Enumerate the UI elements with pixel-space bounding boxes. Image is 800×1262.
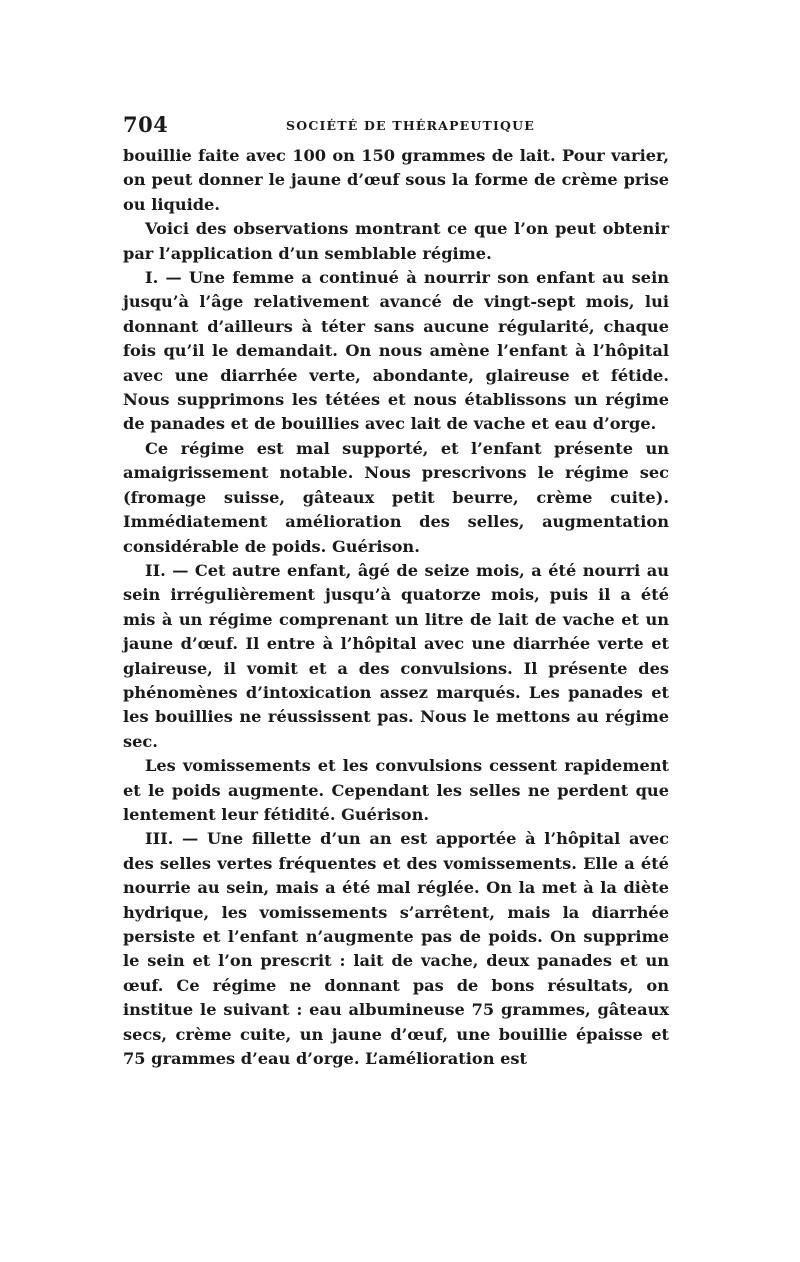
paragraph-observation-1: I. — Une femme a continué à nourrir son enfant au sein jusqu’à l’âge relativement avancé de vingt-sept mois, lui donnant d’ailleurs à téter sans aucune régularité, chaque fois qu’il le demandait. On nous amène l’enfant à l’hôpital avec une diarrhée verte, abondante, glaireuse et fétide. Nous supprimons les tétées et nous établissons un régime de panades et de bouillies avec lait de vache et eau d’orge. [123, 268, 669, 434]
paragraph-observation-1-result: Ce régime est mal supporté, et l’enfant présente un amaigrissement notable. Nous prescrivons le régime sec (fromage suisse, gâteaux petit beurre, crème cuite). Immédiatement amélioration des selles, augmentation considérable de poids. Guérison. [123, 438, 669, 556]
body-text [123, 144, 669, 1071]
page [123, 112, 669, 1071]
page-number: 704 [123, 112, 169, 137]
paragraph-intro-observations: Voici des observations montrant ce que l’on peut obtenir par l’application d’un semblable régime. [123, 219, 669, 263]
paragraph-continuation: bouillie faite avec 100 on 150 grammes de lait. Pour varier, on peut donner le jaune d’œuf sous la forme de crème prise ou liquide. [123, 146, 669, 214]
paragraph-observation-2: II. — Cet autre enfant, âgé de seize mois, a été nourri au sein irrégulièrement jusqu’à quatorze mois, puis il a été mis à un régime comprenant un litre de lait de vache et un jaune d’œuf. Il entre à l’hôpital avec une diarrhée verte et glaireuse, il vomit et a des convulsions. Il présente des phénomènes d’intoxication assez marqués. Les panades et les bouillies ne réussissent pas. Nous le mettons au régime sec. [123, 560, 669, 751]
running-head [123, 112, 669, 138]
paragraph-observation-3: III. — Une fillette d’un an est apportée à l’hôpital avec des selles vertes fréquentes et des vomissements. Elle a été nourrie au sein, mais a été mal réglée. On la met à la diète hydrique, les vomissements s’arrêtent, mais la diarrhée persiste et l’enfant n’augmente pas de poids. On supprime le sein et l’on prescrit : lait de vache, deux panades et un œuf. Ce régime ne donnant pas de bons résultats, on institue le suivant : eau albumineuse 75 grammes, gâteaux secs, crème cuite, un jaune d’œuf, une bouillie épaisse et 75 grammes d’eau d’orge. L’amélioration est [123, 829, 669, 1069]
journal-title: SOCIÉTÉ DE THÉRAPEUTIQUE [286, 118, 535, 133]
paragraph-observation-2-result: Les vomissements et les convulsions cessent rapidement et le poids augmente. Cependant les selles ne perdent que lentement leur fétidité. Guérison. [123, 756, 669, 824]
